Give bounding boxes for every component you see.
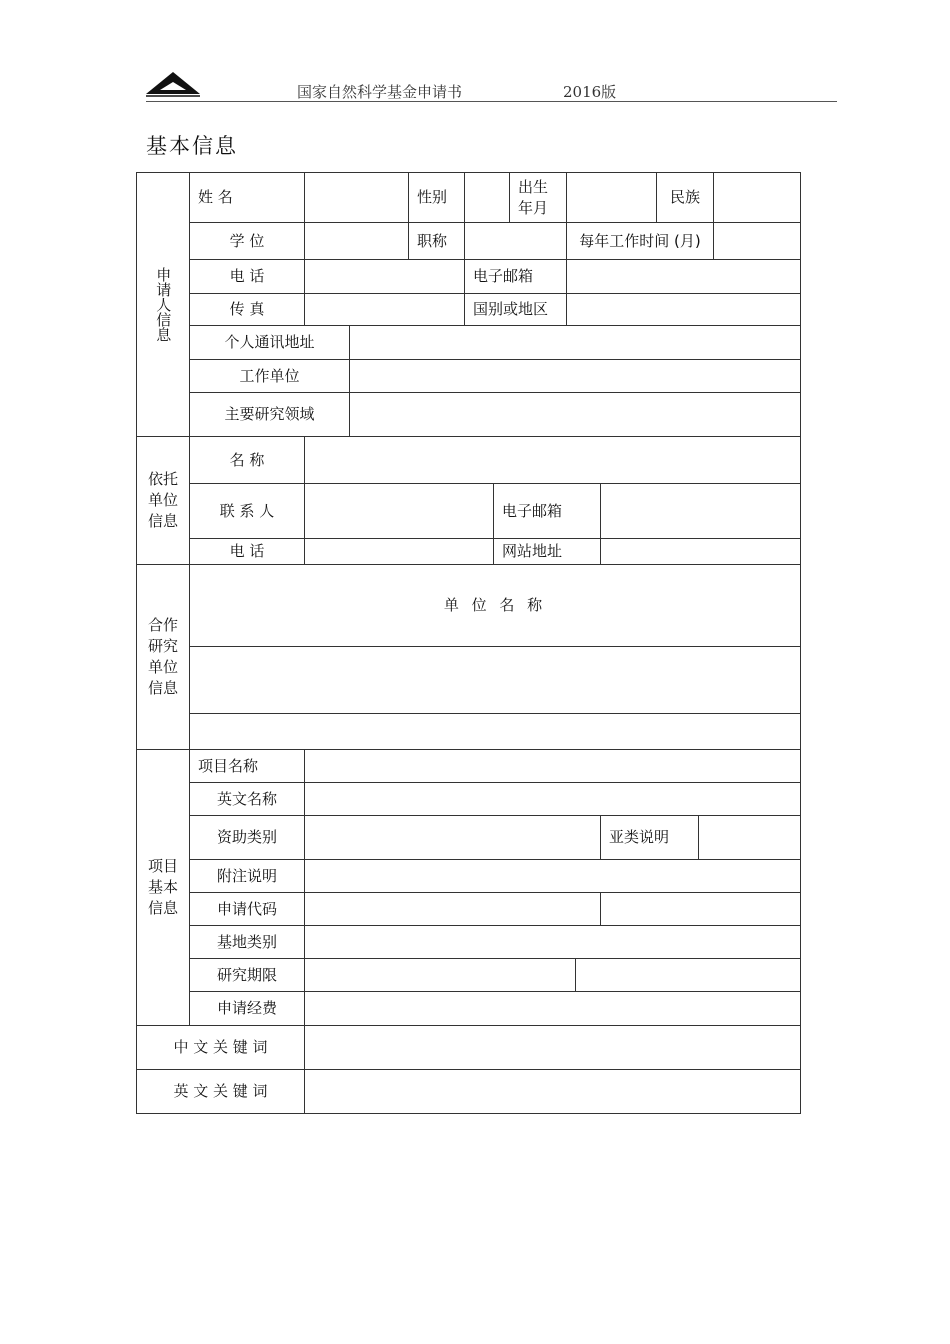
host-group-line3: 信息 bbox=[147, 512, 178, 530]
project-group-line2: 基本 bbox=[147, 878, 178, 896]
section-title: 基本信息 bbox=[146, 134, 238, 158]
title-field[interactable] bbox=[465, 223, 566, 259]
name-label: 姓 名 bbox=[198, 188, 233, 206]
period-start-field[interactable] bbox=[305, 959, 575, 991]
website-field[interactable] bbox=[601, 539, 800, 564]
contact-label: 联 系 人 bbox=[219, 501, 275, 520]
birth-label-line2: 年月 bbox=[517, 198, 548, 217]
budget-label: 申请经费 bbox=[216, 999, 277, 1017]
header-divider bbox=[146, 101, 837, 102]
gender-field[interactable] bbox=[465, 173, 509, 222]
cooperation-group-line3: 单位 bbox=[147, 658, 178, 676]
applicant-phone-field[interactable] bbox=[305, 260, 464, 293]
degree-label: 学 位 bbox=[229, 231, 265, 250]
applicant-phone-label: 电 话 bbox=[229, 267, 265, 285]
base-type-field[interactable] bbox=[305, 926, 800, 958]
ethnicity-field[interactable] bbox=[714, 173, 800, 222]
period-end-field[interactable] bbox=[576, 959, 800, 991]
host-email-field[interactable] bbox=[601, 484, 800, 538]
project-group-line3: 信息 bbox=[147, 899, 178, 917]
note-field[interactable] bbox=[305, 860, 800, 892]
birth-label bbox=[510, 173, 556, 222]
code-field-2[interactable] bbox=[601, 893, 800, 925]
employer-field[interactable] bbox=[350, 360, 800, 392]
cooperation-unit-field-2[interactable] bbox=[190, 714, 800, 749]
host-email-label: 电子邮箱 bbox=[502, 501, 563, 520]
chinese-keywords-label: 中 文 关 键 词 bbox=[173, 1038, 268, 1056]
country-field[interactable] bbox=[567, 294, 800, 325]
employer-label: 工作单位 bbox=[239, 366, 300, 385]
work-time-field[interactable] bbox=[714, 223, 800, 259]
document-version: 2016版 bbox=[563, 83, 617, 101]
english-name-field[interactable] bbox=[305, 783, 800, 815]
period-label: 研究期限 bbox=[216, 965, 277, 984]
title-label: 职称 bbox=[417, 231, 448, 250]
funding-type-label: 资助类别 bbox=[216, 828, 277, 846]
cooperation-unit-name-label: 单 位 名 称 bbox=[443, 596, 547, 614]
code-label: 申请代码 bbox=[216, 899, 277, 918]
research-field-label: 主要研究领域 bbox=[224, 405, 315, 423]
host-phone-label: 电 话 bbox=[229, 542, 265, 560]
cooperation-group-line2: 研究 bbox=[147, 637, 178, 655]
project-name-label: 项目名称 bbox=[198, 756, 259, 775]
cooperation-group-line1: 合作 bbox=[147, 616, 178, 634]
website-label: 网站地址 bbox=[502, 542, 563, 560]
host-group-line2: 单位 bbox=[147, 491, 178, 509]
address-label: 个人通讯地址 bbox=[224, 333, 315, 351]
cooperation-group-line4: 信息 bbox=[147, 679, 178, 697]
funding-type-field[interactable] bbox=[305, 816, 600, 859]
budget-field[interactable] bbox=[305, 992, 800, 1025]
host-name-label: 名 称 bbox=[229, 450, 265, 469]
document-title: 国家自然科学基金申请书 bbox=[297, 83, 463, 101]
country-label: 国别或地区 bbox=[473, 300, 549, 318]
host-name-field[interactable] bbox=[305, 437, 800, 483]
subtype-label: 亚类说明 bbox=[609, 828, 670, 846]
nsfc-logo-icon bbox=[146, 68, 200, 98]
address-field[interactable] bbox=[350, 326, 800, 359]
name-field[interactable] bbox=[305, 173, 408, 222]
subtype-field[interactable] bbox=[699, 816, 800, 859]
applicant-group-label: 申请人信息 bbox=[154, 267, 173, 342]
research-field-field[interactable] bbox=[350, 393, 800, 436]
host-group-label bbox=[137, 437, 189, 564]
degree-field[interactable] bbox=[305, 223, 408, 259]
english-keywords-label: 英 文 关 键 词 bbox=[173, 1082, 268, 1100]
cooperation-group-label bbox=[137, 565, 189, 749]
project-group-label bbox=[137, 750, 189, 1025]
english-keywords-field[interactable] bbox=[305, 1070, 800, 1113]
gender-label: 性别 bbox=[417, 188, 448, 206]
fax-field[interactable] bbox=[305, 294, 464, 325]
note-label: 附注说明 bbox=[216, 866, 277, 885]
work-time-label: 每年工作时间 (月) bbox=[579, 231, 701, 250]
english-name-label: 英文名称 bbox=[216, 789, 277, 808]
code-field-1[interactable] bbox=[305, 893, 600, 925]
base-type-label: 基地类别 bbox=[216, 932, 277, 951]
birth-field[interactable] bbox=[567, 173, 656, 222]
birth-label-line1: 出生 bbox=[517, 177, 548, 196]
applicant-email-label: 电子邮箱 bbox=[473, 267, 534, 285]
project-group-line1: 项目 bbox=[147, 857, 178, 875]
ethnicity-label: 民族 bbox=[669, 188, 700, 206]
chinese-keywords-field[interactable] bbox=[305, 1026, 800, 1069]
fax-label: 传 真 bbox=[229, 300, 265, 318]
host-group-line1: 依托 bbox=[147, 470, 178, 488]
cooperation-unit-field-1[interactable] bbox=[190, 647, 800, 713]
applicant-email-field[interactable] bbox=[567, 260, 800, 293]
contact-field[interactable] bbox=[305, 484, 493, 538]
host-phone-field[interactable] bbox=[305, 539, 493, 564]
project-name-field[interactable] bbox=[305, 750, 800, 782]
